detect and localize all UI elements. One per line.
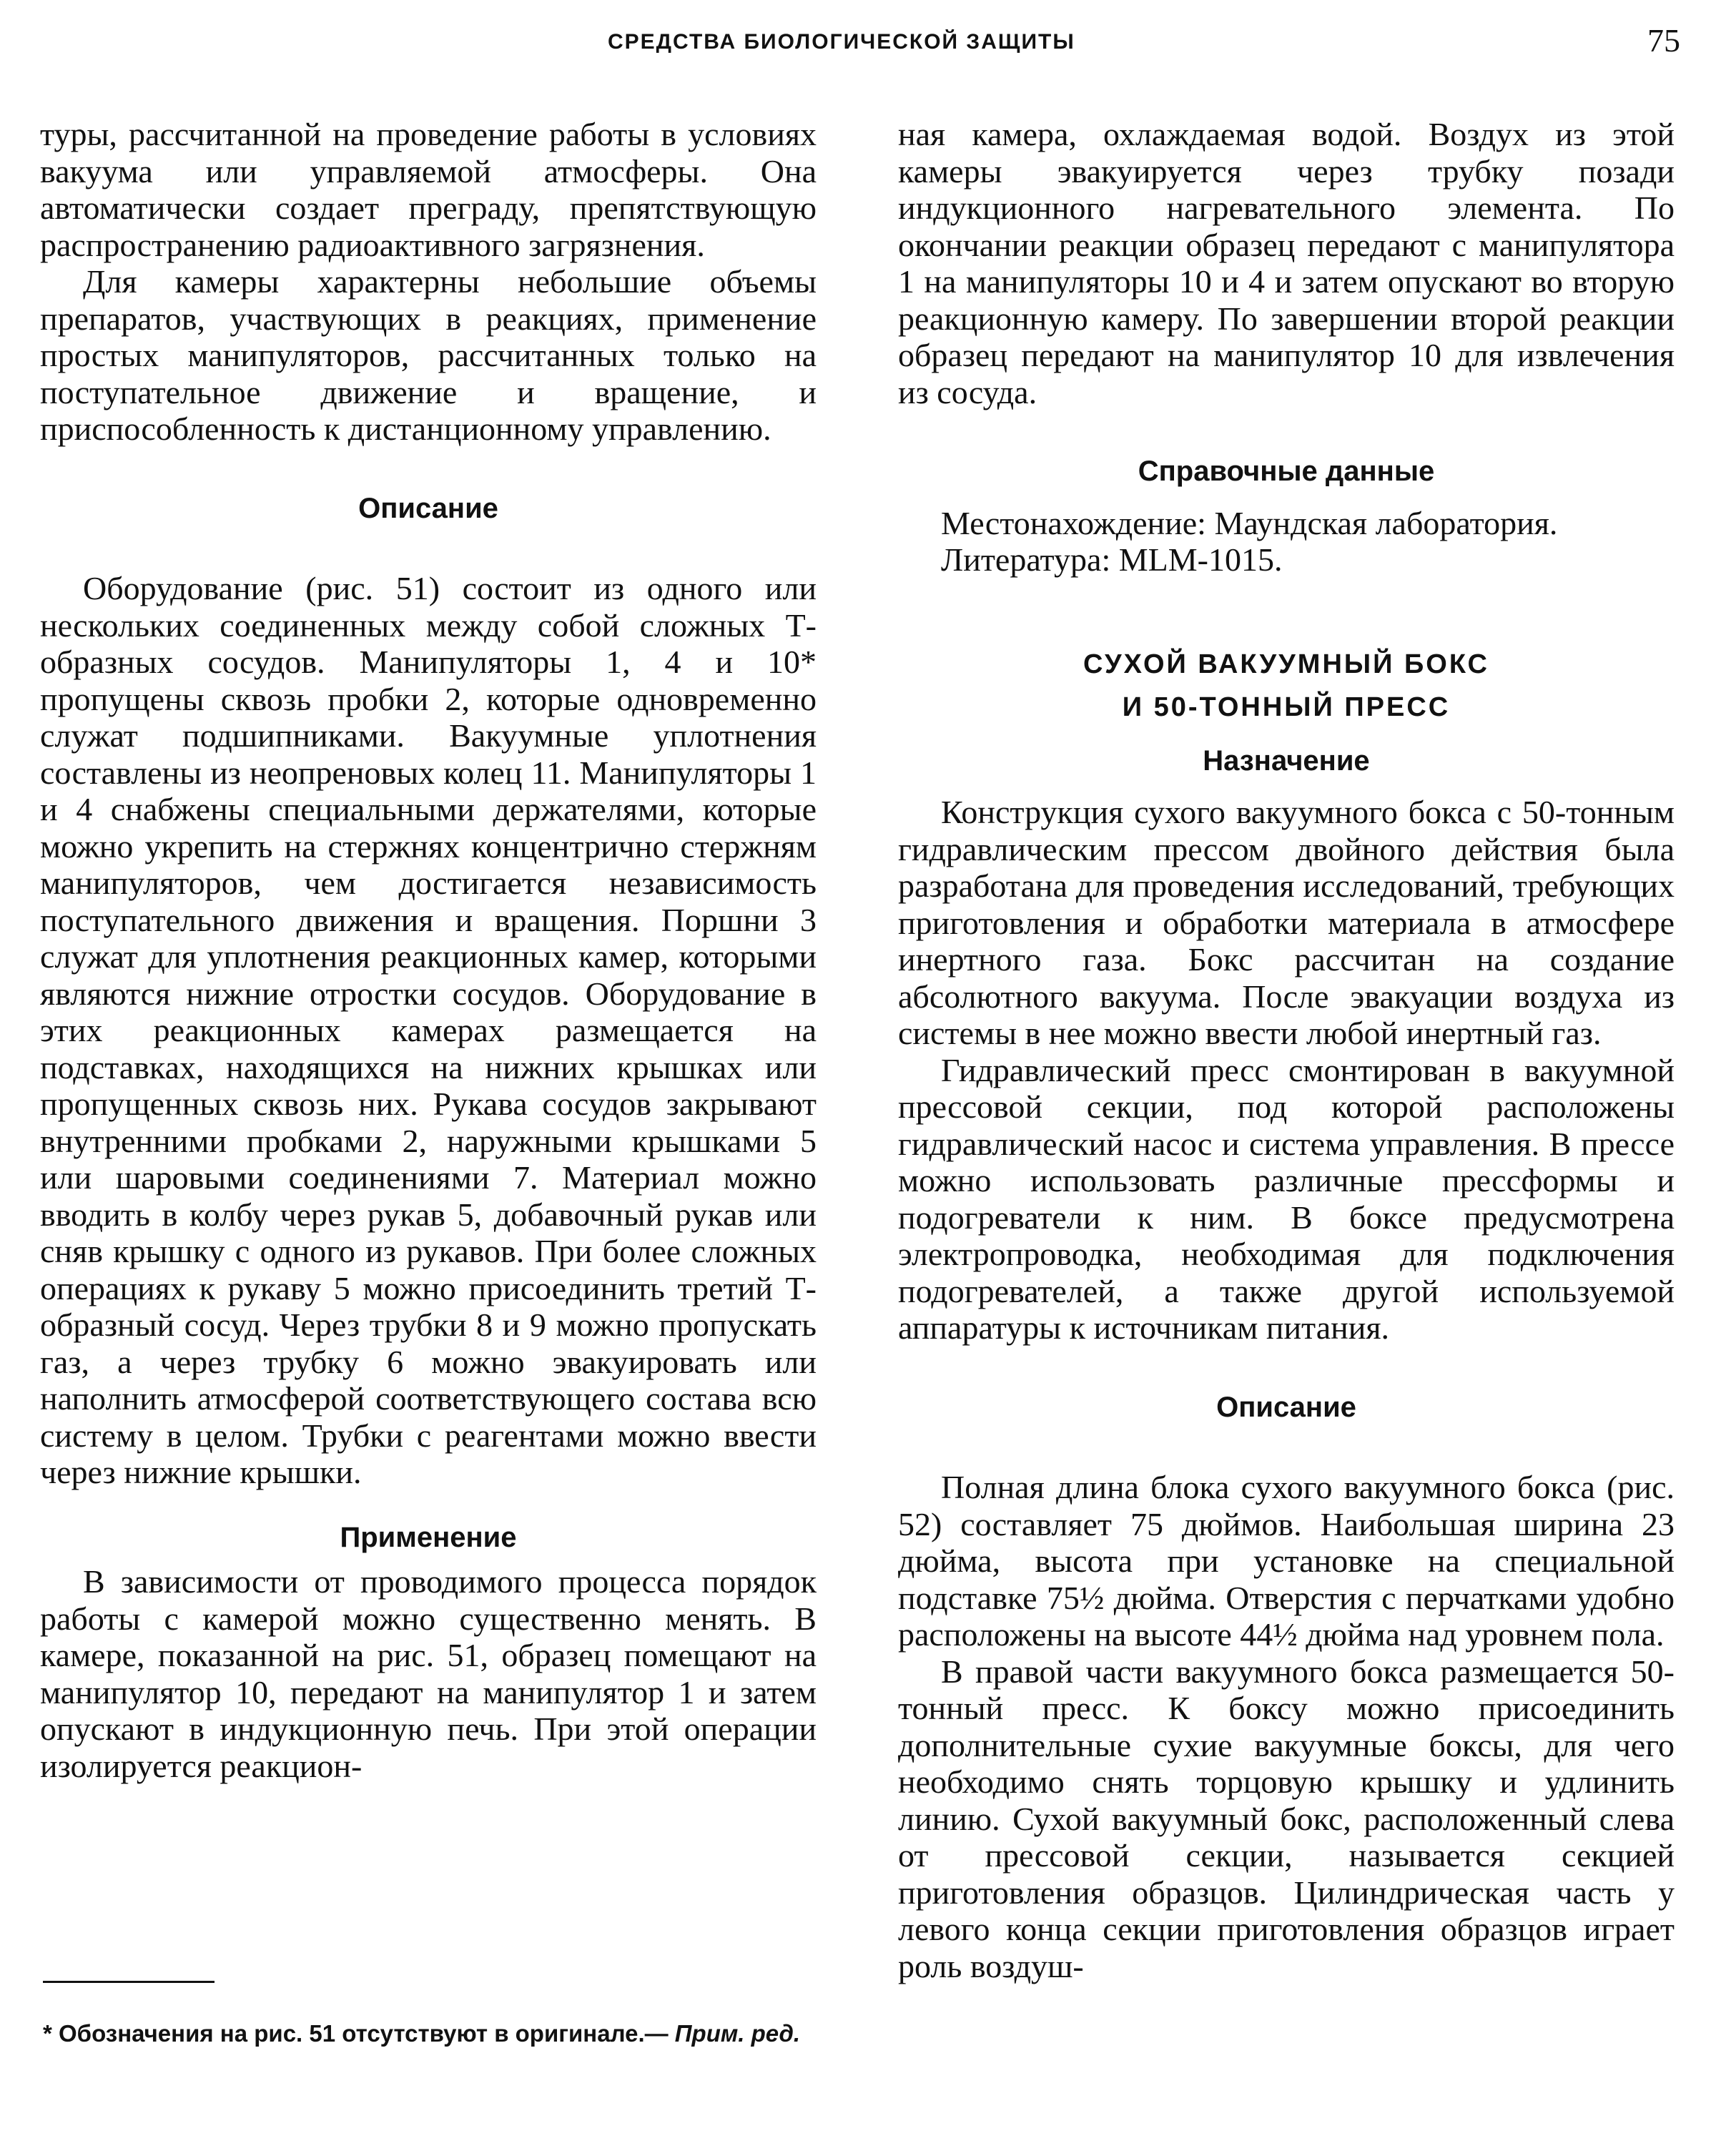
paragraph: Оборудование (рис. 51) состоит из одного или нескольких соединенных между собой сложных Т-образных сосудов. Манипуляторы 1, 4 и 10* пропущены сквозь пробки 2, которые одновременно служат подшипниками. Вакуумные уплотнения составлены из неопреновых колец 11. Манипуляторы 1 и 4 снабжены специальными держателями, которые можно укрепить на стержнях концентрично стержням манипуляторов, чем достигается независимость поступательного движения и вращения. Поршни 3 служат для уплотнения реакционных камер, которыми являются нижние отростки сосудов. Оборудование в этих реакционных камерах размещается на подставках, находящихся на нижних крышках или пропущенных сквозь них. Рукава сосудов закрывают внутренними пробками 2, наружными крышками 5 или шаровыми соединениями 7. Материал можно вводить в колбу через рукав 5, добавочный рукав или сняв крышку с одного из рукавов. При более сложных операциях к рукаву 5 можно присоединить третий Т-образный сосуд. Через трубки 8 и 9 можно пропускать газ, а через трубку 6 можно эвакуировать или наполнить атмосферой соответствующего состава всю систему в целом. Трубки с реагентами можно ввести через нижние крышки.: [40, 570, 817, 1490]
paragraph: Конструкция сухого вакуумного бокса с 50-тонным гидравлическим прессом двойного действия была разработана для проведения исследований, требующих приготовления и обработки материала в атмосфере инертного газа. Бокс рассчитан на создание абсолютного вакуума. После эвакуации воздуха из системы в нее можно ввести любой инертный газ.: [898, 794, 1675, 1051]
footnote: [43, 2017, 815, 2051]
paragraph: В зависимости от проводимого процесса порядок работы с камерой можно существенно менять. В камере, показанной на рис. 51, образец помещают на манипулятор 10, передают на манипулятор 1 и затем опускают в индукционную печь. При этой операции изолируется реакцион-: [40, 1563, 817, 1784]
paragraph: Для камеры характерны небольшие объемы препаратов, участвующих в реакциях, применение простых манипуляторов, рассчитанных только на поступательное движение и вращение, и приспособленность к дистанционному управлению.: [40, 263, 817, 447]
section-heading-purpose: Назначение: [1203, 744, 1370, 777]
paragraph: туры, рассчитанной на проведение работы в условиях вакуума или управляемой атмосферы. Она автоматически создает преграду, препятствующую распространению радиоактивного загрязнения.: [40, 116, 817, 263]
paragraph: Гидравлический пресс смонтирован в вакуумной прессовой секции, под которой расположены гидравлический насос и система управления. В прессе можно использовать различные прессформы и подогреватели к ним. В боксе предусмотрена электропроводка, необходимая для подключения подогревателей, а также другой используемой аппаратуры к источникам питания.: [898, 1051, 1675, 1346]
paragraph: Полная длина блока сухого вакуумного бокса (рис. 52) составляет 75 дюймов. Наибольшая ширина 23 дюйма, высота при установке на специальной подставке 75½ дюйма. Отверстия с перчатками удобно расположены на высоте 44½ дюйма над уровнем пола.: [898, 1469, 1675, 1653]
page-number: 75: [1647, 22, 1680, 59]
section-heading-reference: Справочные данные: [1138, 456, 1435, 487]
paragraph: В правой части вакуумного бокса размещается 50-тонный пресс. К боксу можно присоединить дополнительные сухие вакуумные боксы, для чего необходимо снять торцовую крышку и удлинить линию. Сухой вакуумный бокс, расположенный слева от прессовой секции, называется секцией приготовления образцов. Цилиндрическая часть у левого конца секции приготовления образцов играет роль воздуш-: [898, 1653, 1675, 1984]
left-column: [40, 116, 817, 1784]
running-title: СРЕДСТВА БИОЛОГИЧЕСКОЙ ЗАЩИТЫ: [608, 30, 1075, 54]
reference-literature: Литература: MLM-1015.: [941, 541, 1283, 578]
section-heading-description: Описание: [358, 492, 498, 524]
footnote-text: * Обозначения на рис. 51 отсутствуют в оригинале.—: [43, 2020, 669, 2047]
page-header: [43, 21, 1680, 72]
section-heading-application: Применение: [340, 1521, 517, 1553]
section-title-line2: И 50-ТОННЫЙ ПРЕСС: [1122, 691, 1451, 722]
footnote-editor-note: Прим. ред.: [674, 2020, 801, 2047]
section-title-line1: СУХОЙ ВАКУУМНЫЙ БОКС: [1083, 649, 1489, 679]
footnote-rule: [43, 1981, 214, 1983]
reference-location: Местонахождение: Маундская лаборатория.: [941, 504, 1558, 541]
section-heading-description: Описание: [1216, 1391, 1356, 1423]
right-column: [898, 116, 1675, 1984]
paragraph: ная камера, охлаждаемая водой. Воздух из этой камеры эвакуируется через трубку позади индукционного нагревательного элемента. По окончании реакции образец передают с манипулятора 1 на манипуляторы 10 и 4 и затем опускают во вторую реакционную камеру. По завершении второй реакции образец передают на манипулятор 10 для извлечения из сосуда.: [898, 116, 1675, 410]
